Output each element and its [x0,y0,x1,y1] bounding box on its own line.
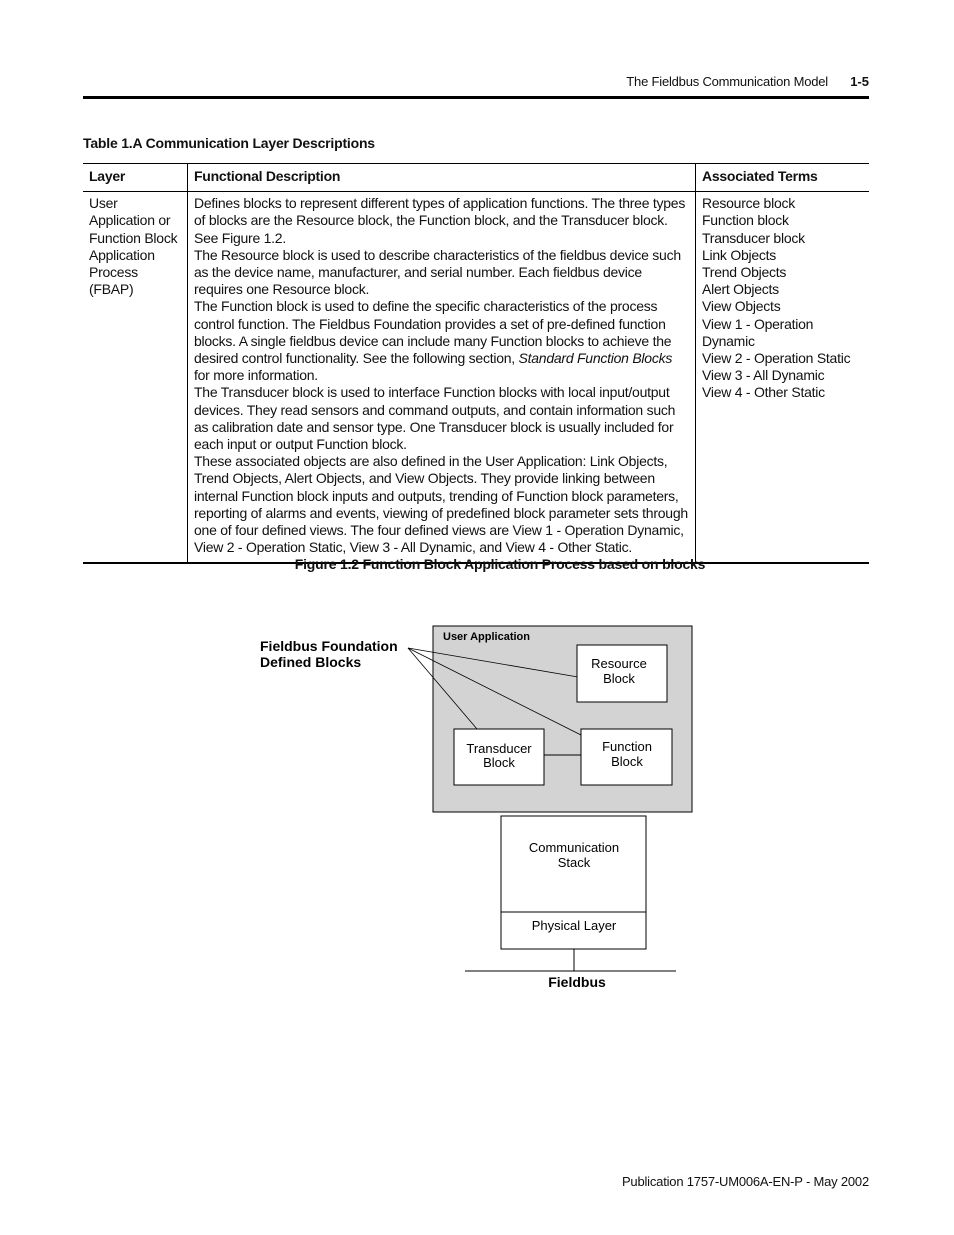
description-paragraph: Defines blocks to represent different types of application functions. The three types of blocks are the Resource block, the Function block, and the Transducer block. See Figure 1.2. [194,195,686,246]
layer-cell: User Application or Function Block Application Process (FBAP) [83,192,188,564]
header-layer: Layer [83,164,188,192]
section-title: The Fieldbus Communication Model [626,74,828,89]
resource-block-label: Resource [591,656,647,671]
description-paragraph: These associated objects are also defined in the User Application: Link Objects, Trend Objects, Alert Objects, and View Objects. They provide linking between internal Function block inputs and outputs, trending of Function block parameters, reporting of alarms and events, viewing of predefined block parameter sets through one of four defined views. The four defined views are View 1 - Operation Dynamic, View 2 - Operation Static, View 3 - All Dynamic, and View 4 - Other Static. [194,453,688,556]
description-paragraph: The Resource block is used to describe characteristics of the fieldbus device such as the device name, manufacturer, and serial number. Each fieldbus device requires one Resource block. [194,246,681,298]
italic-reference: Standard Function Blocks [518,350,673,367]
term-item: View 1 - Operation Dynamic [702,315,814,349]
publication-footer: Publication 1757-UM006A-EN-P - May 2002 [621,1174,869,1189]
defined-blocks-label: Fieldbus Foundation [260,638,398,654]
term-item: View Objects [702,298,781,315]
communication-stack-label: Stack [557,855,591,870]
function-block-label: Function [602,739,652,754]
defined-blocks-label: Defined Blocks [260,654,362,670]
fieldbus-label: Fieldbus [548,974,606,990]
term-item: Function block [702,212,789,229]
page-number: 1-5 [850,74,869,89]
term-item: Resource block [702,195,795,212]
figure-caption: Figure 1.2 Function Block Application Process based on blocks [294,556,706,572]
term-item: View 2 - Operation Static [702,350,851,367]
header-functional-description: Functional Description [188,164,696,192]
term-item: Alert Objects [702,281,779,298]
resource-block-label: Block [603,671,635,686]
term-item: View 3 - All Dynamic [702,367,825,384]
term-item: View 4 - Other Static [702,384,825,401]
table-caption: Table 1.A Communication Layer Descriptions [83,135,375,151]
term-item: Link Objects [702,246,777,263]
physical-layer-label: Physical Layer [531,918,617,933]
transducer-block-label: Block [483,755,515,770]
term-item: Transducer block [702,229,805,246]
user-application-label: User Application [443,631,530,643]
communication-stack-label: Communication [528,840,620,855]
description-text: for more information. [194,367,318,384]
term-item: Trend Objects [702,264,787,281]
function-block-label: Block [611,754,643,769]
description-paragraph: The Transducer block is used to interface Function blocks with local input/output devices. They read sensors and command outputs, and contain information such as calibration date and sensor type. One Transducer block is usually included for each input or output Function block. [194,384,676,453]
description-text: The Function block is used to define the specific characteristics of the process control function. The Fieldbus Foundation provides a set of pre-defined function blocks. A single fieldbus device can include many Function blocks to achieve the desired control functionality. See the following section, [194,298,672,367]
header-associated-terms: Associated Terms [696,164,870,192]
transducer-block-label: Transducer [466,741,532,756]
